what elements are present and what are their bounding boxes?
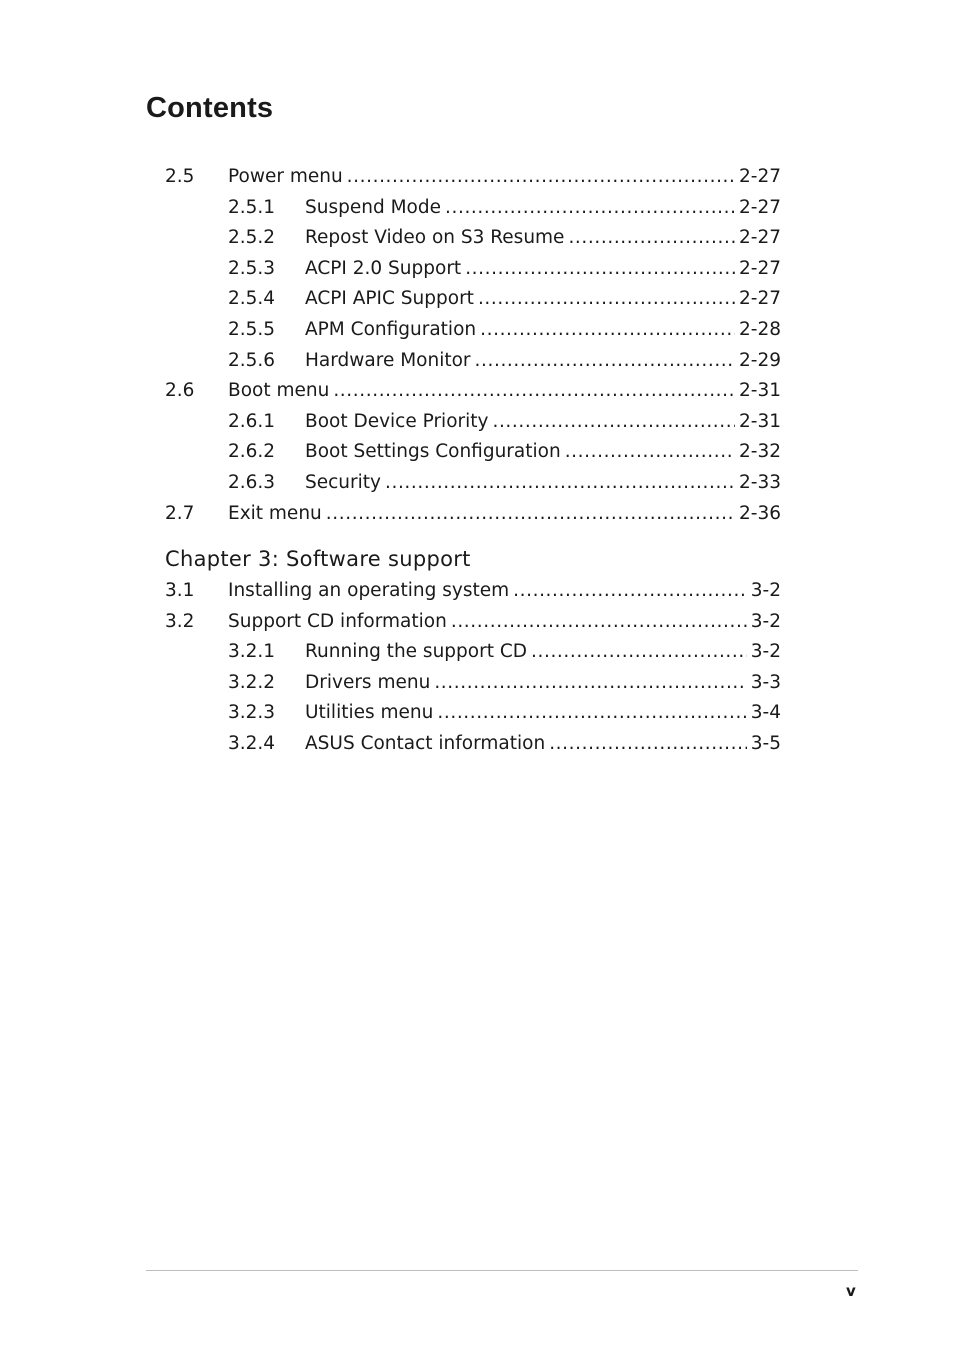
- toc-entry-page: 3-4: [750, 702, 781, 724]
- toc-entry[interactable]: [165, 608, 781, 636]
- toc-entry-leader: [228, 163, 781, 191]
- dot-leader: [513, 577, 747, 605]
- toc-entry[interactable]: [165, 669, 781, 697]
- toc-entry-number: 2.5.3: [228, 257, 276, 279]
- toc-entry-number: 3.2: [165, 610, 195, 632]
- footer-divider: [146, 1270, 858, 1271]
- toc-entry-title: Exit menu: [228, 502, 322, 524]
- toc-entry-number: 2.5: [165, 166, 195, 187]
- toc-entry-number: 2.5.5: [228, 319, 276, 340]
- toc-entry[interactable]: [165, 316, 781, 344]
- toc-entry-page: 2-31: [739, 380, 781, 402]
- toc-entry-number: 3.1: [165, 580, 195, 601]
- dot-leader: [478, 285, 735, 313]
- toc-entry-leader: [305, 255, 781, 283]
- toc-entry-page: 2-27: [739, 166, 781, 187]
- toc-entry-title: Installing an operating system: [228, 580, 510, 601]
- toc-entry[interactable]: [165, 408, 781, 436]
- toc-entry-number: 2.6.1: [228, 410, 276, 432]
- toc-entry[interactable]: [165, 285, 781, 313]
- toc-entry[interactable]: [165, 730, 781, 758]
- toc-entry-title: Boot Settings Configuration: [305, 441, 561, 463]
- dot-leader: [480, 316, 735, 344]
- dot-leader: [492, 408, 735, 436]
- toc-entry-leader: [305, 730, 781, 758]
- toc-entry-page: 2-32: [739, 441, 781, 463]
- toc-entry[interactable]: [165, 224, 781, 252]
- toc-entry-title: Repost Video on S3 Resume: [305, 227, 565, 249]
- page-title: Contents: [146, 92, 274, 124]
- toc-entry-title: Utilities menu: [305, 702, 434, 724]
- toc-entry-title: Boot Device Priority: [305, 410, 489, 432]
- toc-entry-page: 3-5: [750, 733, 781, 754]
- toc-entry-leader: [305, 224, 781, 252]
- toc-entry-number: 2.5.6: [228, 349, 276, 371]
- toc-entry-page: 2-33: [739, 472, 781, 493]
- toc-entry-title: Suspend Mode: [305, 196, 441, 218]
- toc-entry-title: ASUS Contact information: [305, 733, 546, 754]
- dot-leader: [475, 347, 735, 375]
- toc-entry-leader: [228, 608, 781, 636]
- toc-entry-page: 2-36: [739, 502, 781, 524]
- toc-entry[interactable]: [165, 255, 781, 283]
- toc-entry-number: 2.7: [165, 502, 195, 524]
- toc-entry-leader: [305, 347, 781, 375]
- toc-entry-title: Power menu: [228, 166, 343, 187]
- toc-entry-number: 2.6.3: [228, 472, 276, 493]
- dot-leader: [434, 669, 746, 697]
- page-number: v: [846, 1282, 856, 1300]
- toc-entry-leader: [305, 438, 781, 466]
- toc-entry-title: APM Configuration: [305, 319, 477, 340]
- dot-leader: [385, 469, 735, 497]
- toc-entry-page: 2-27: [739, 196, 781, 218]
- toc-entry-title: ACPI APIC Support: [305, 288, 474, 310]
- toc-entry-title: Hardware Monitor: [305, 349, 471, 371]
- toc-entry-number: 2.6.2: [228, 441, 276, 463]
- dot-leader: [531, 638, 747, 666]
- toc-entry[interactable]: [165, 577, 781, 605]
- toc-entry-page: 3-2: [750, 610, 781, 632]
- toc-entry-number: 3.2.1: [228, 641, 276, 663]
- dot-leader: [347, 163, 735, 191]
- toc-entry-page: 2-28: [739, 319, 781, 340]
- toc-entry[interactable]: [165, 347, 781, 375]
- toc-entry-number: 3.2.2: [228, 671, 276, 693]
- toc-entry-number: 2.5.4: [228, 288, 276, 310]
- toc-entry-leader: [228, 500, 781, 528]
- toc-entry[interactable]: [165, 469, 781, 497]
- dot-leader: [445, 194, 735, 222]
- toc-entry[interactable]: [165, 194, 781, 222]
- toc-entry-page: 2-31: [739, 410, 781, 432]
- toc-entry[interactable]: [165, 638, 781, 666]
- dot-leader: [326, 500, 735, 528]
- toc-entry-leader: [305, 316, 781, 344]
- toc-entry-number: 2.5.2: [228, 227, 276, 249]
- toc-entry-number: 3.2.4: [228, 733, 276, 754]
- toc-entry-leader: [305, 194, 781, 222]
- toc-entry-page: 3-2: [750, 641, 781, 663]
- toc-entry-title: Boot menu: [228, 380, 330, 402]
- toc-entry[interactable]: [165, 699, 781, 727]
- toc-entry-number: 2.6: [165, 380, 195, 402]
- toc-entry-leader: [305, 699, 781, 727]
- dot-leader: [549, 730, 747, 758]
- toc-entry[interactable]: [165, 377, 781, 405]
- dot-leader: [437, 699, 746, 727]
- toc-entry-leader: [305, 285, 781, 313]
- dot-leader: [565, 438, 735, 466]
- toc-entry-leader: [305, 669, 781, 697]
- dot-leader: [568, 224, 735, 252]
- toc-entry-page: 2-27: [739, 257, 781, 279]
- dot-leader: [333, 377, 735, 405]
- toc-entry-page: 3-3: [750, 671, 781, 693]
- toc-entry-number: 2.5.1: [228, 196, 276, 218]
- dot-leader: [451, 608, 747, 636]
- toc-entry-title: Support CD information: [228, 610, 447, 632]
- toc-entry-title: Drivers menu: [305, 671, 431, 693]
- toc-entry[interactable]: [165, 163, 781, 191]
- toc-entry-title: ACPI 2.0 Support: [305, 257, 462, 279]
- dot-leader: [465, 255, 735, 283]
- toc-entry-leader: [305, 408, 781, 436]
- toc-entry-leader: [228, 377, 781, 405]
- toc-entry-page: 2-27: [739, 288, 781, 310]
- chapter-heading: Chapter 3: Software support: [165, 547, 471, 571]
- toc-entry[interactable]: [165, 500, 781, 528]
- toc-entry-page: 3-2: [750, 580, 781, 601]
- toc-entry-leader: [228, 577, 781, 605]
- toc-entry-title: Security: [305, 472, 381, 493]
- toc-entry-leader: [305, 638, 781, 666]
- toc-entry-page: 2-27: [739, 227, 781, 249]
- toc-entry-leader: [305, 469, 781, 497]
- toc-entry-title: Running the support CD: [305, 641, 527, 663]
- toc-entry-page: 2-29: [739, 349, 781, 371]
- toc-entry-number: 3.2.3: [228, 702, 276, 724]
- toc-entry[interactable]: [165, 438, 781, 466]
